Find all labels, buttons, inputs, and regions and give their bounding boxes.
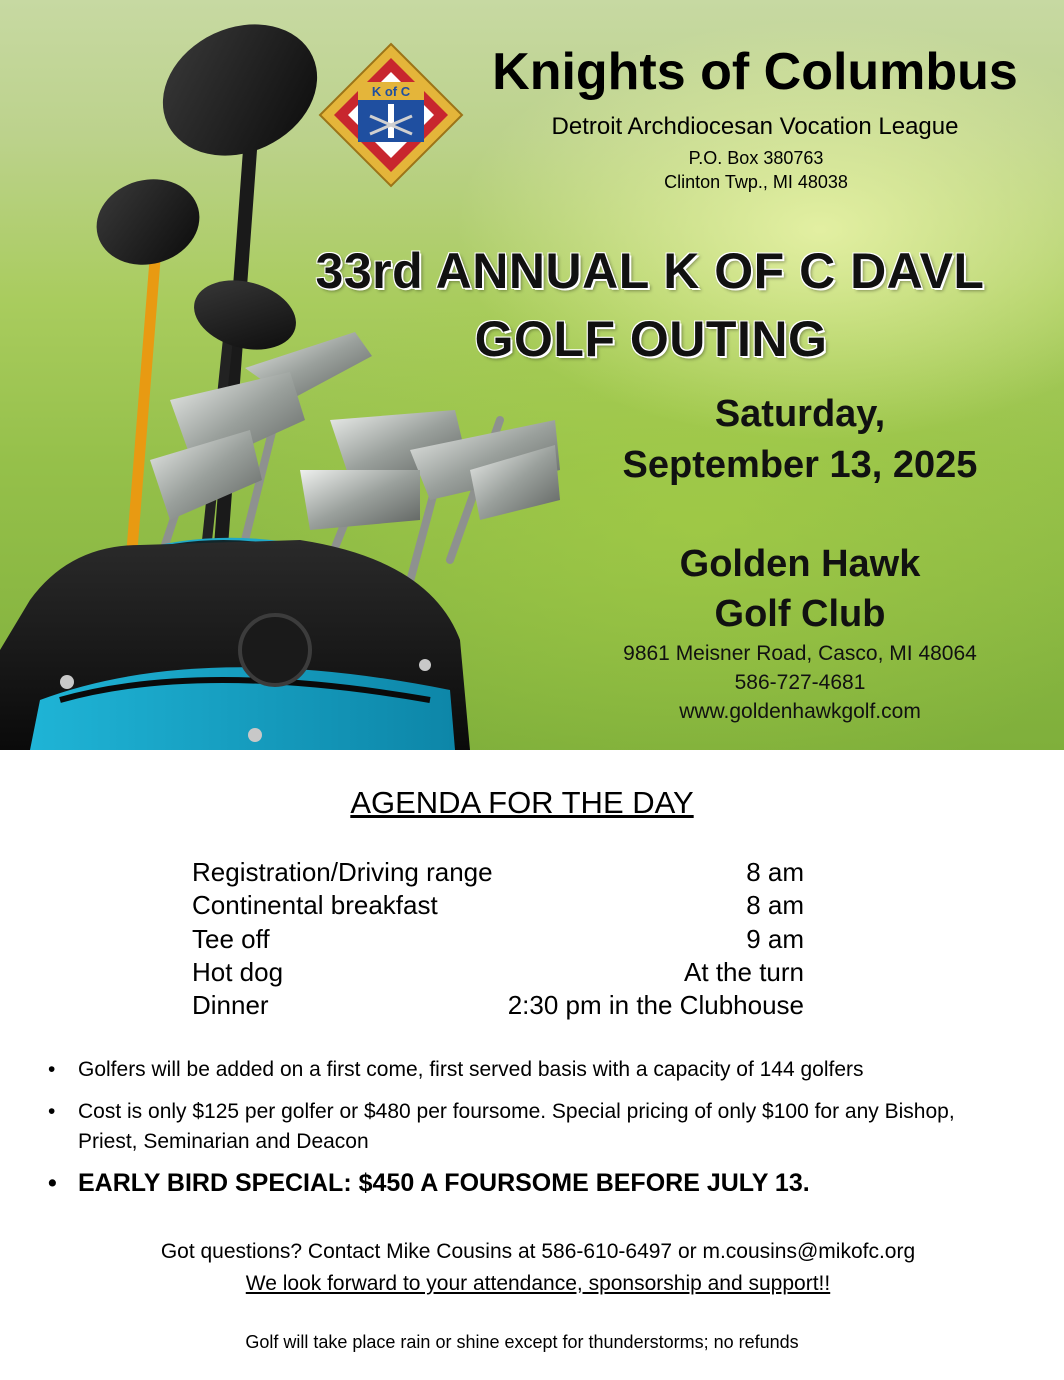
agenda-row <box>192 990 804 1024</box>
agenda-time: 8 am <box>746 857 804 887</box>
agenda-row <box>192 957 804 991</box>
agenda-item: Hot dog <box>192 957 284 987</box>
knights-of-columbus-emblem-icon <box>318 42 464 188</box>
weather-disclaimer: Golf will take place rain or shine except for thunderstorms; no refunds <box>245 1332 799 1352</box>
event-date-line1: Saturday, <box>714 393 886 435</box>
venue-website[interactable]: www.goldenhawkgolf.com <box>679 700 921 723</box>
bullet-text: Golfers will be added on a first come, first served basis with a capacity of 144 golfers <box>78 1058 864 1081</box>
org-name: Knights of Columbus <box>492 43 1018 101</box>
svg-text:K of C: K of C <box>371 84 411 99</box>
city-line: Clinton Twp., MI 48038 <box>664 172 848 192</box>
agenda-time: 8 am <box>746 890 804 920</box>
bullet-text: Cost is only $125 per golfer or $480 per foursome. Special pricing of only $100 for any Bishop, Priest, Seminarian and Deacon <box>78 1100 955 1153</box>
bullet-text: EARLY BIRD SPECIAL: $450 A FOURSOME BEFORE JULY 13. <box>78 1169 810 1197</box>
venue-name-line1: Golden Hawk <box>679 543 921 585</box>
agenda-item: Tee off <box>192 924 270 954</box>
agenda-row <box>192 890 804 924</box>
bullet-icon: • <box>48 1058 56 1081</box>
contact-info: Got questions? Contact Mike Cousins at 586-610-6497 or m.cousins@mikofc.org <box>160 1240 916 1263</box>
closing-message: We look forward to your attendance, sponsorship and support!! <box>245 1272 831 1295</box>
event-title-line1: 33rd ANNUAL K OF C DAVL <box>315 243 985 299</box>
event-title-line2: GOLF OUTING <box>474 311 828 367</box>
event-date-line2: September 13, 2025 <box>622 444 978 486</box>
venue-phone: 586-727-4681 <box>734 671 866 694</box>
agenda-item: Dinner <box>192 990 269 1020</box>
agenda-time: 9 am <box>746 924 804 954</box>
venue-address: 9861 Meisner Road, Casco, MI 48064 <box>623 642 977 665</box>
venue-name-line2: Golf Club <box>714 593 886 635</box>
agenda-heading: AGENDA FOR THE DAY <box>350 785 694 820</box>
agenda-item: Registration/Driving range <box>192 857 493 887</box>
po-box: P.O. Box 380763 <box>688 148 824 168</box>
bullet-icon: • <box>48 1169 57 1197</box>
org-division: Detroit Archdiocesan Vocation League <box>551 113 959 140</box>
agenda-row <box>192 857 804 891</box>
agenda-row <box>192 924 804 958</box>
agenda-time: At the turn <box>684 957 804 987</box>
bullet-icon: • <box>48 1100 56 1123</box>
agenda-item: Continental breakfast <box>192 890 438 920</box>
agenda-time: 2:30 pm in the Clubhouse <box>507 990 804 1020</box>
